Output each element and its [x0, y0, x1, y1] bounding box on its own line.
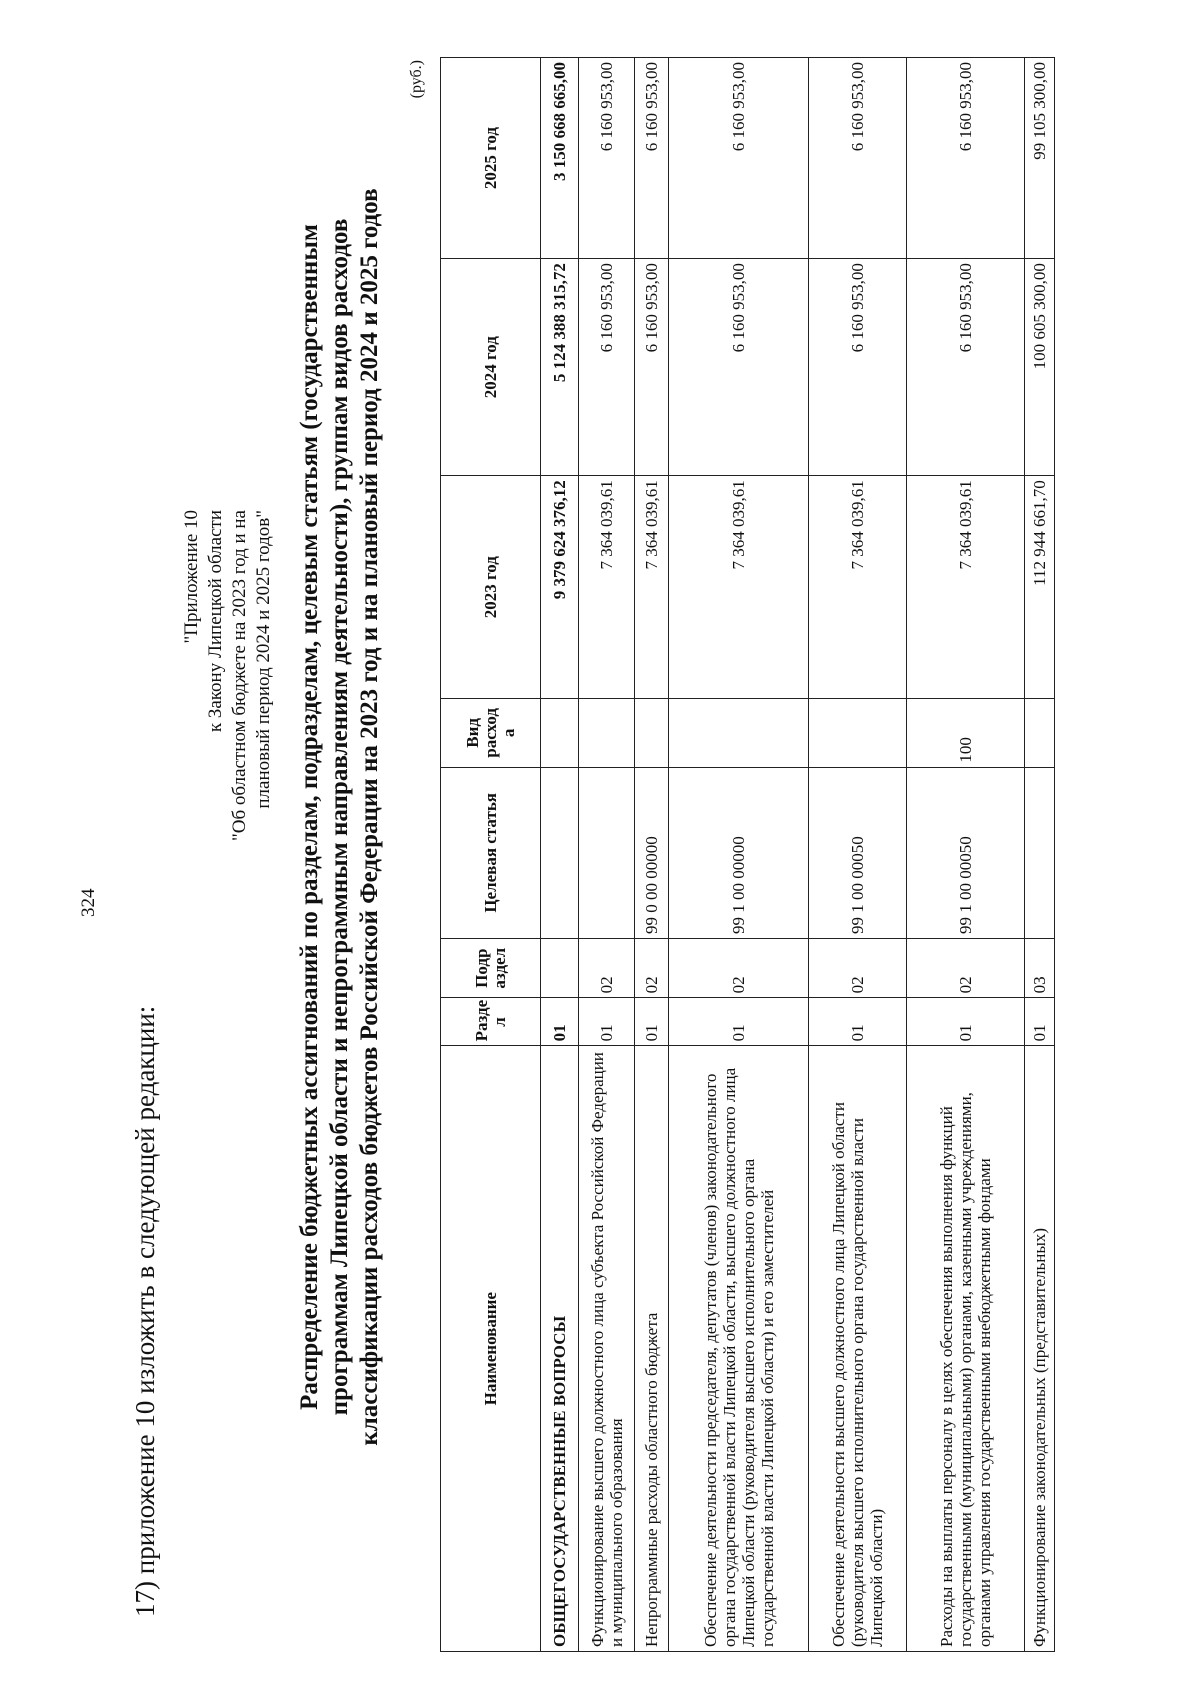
row-target	[579, 767, 635, 938]
row-2025: 6 160 953,00	[669, 58, 809, 259]
row-subsection	[541, 939, 579, 998]
budget-allocation-table	[440, 57, 1055, 1652]
row-section: 01	[669, 998, 809, 1046]
table-row	[907, 58, 1025, 1652]
header-target: Целевая статья	[441, 767, 541, 938]
row-section: 01	[809, 998, 907, 1046]
row-2025: 6 160 953,00	[635, 58, 669, 259]
row-expense-type: 100	[907, 699, 1025, 768]
header-2025: 2025 год	[441, 58, 541, 259]
appendix-note-line: "Приложение 10	[181, 510, 202, 644]
row-target: 99 1 00 00000	[669, 767, 809, 938]
row-target: 99 0 00 00000	[635, 767, 669, 938]
row-2025: 6 160 953,00	[907, 58, 1025, 259]
row-target: 99 1 00 00050	[809, 767, 907, 938]
row-expense-type	[541, 699, 579, 768]
row-name: Функционирование законодательных (представительных)	[1025, 1046, 1055, 1652]
table-row	[635, 58, 669, 1652]
row-target	[1025, 767, 1055, 938]
units-label: (руб.)	[408, 60, 425, 99]
row-2024: 5 124 388 315,72	[541, 259, 579, 476]
row-section: 01	[635, 998, 669, 1046]
row-name: Обеспечение деятельности высшего должностного лица Липецкой области (руководителя высшего исполнительного органа государственной власти Липецкой области)	[809, 1046, 907, 1652]
appendix-note-line: плановый период 2024 и 2025 годов"	[253, 510, 274, 809]
header-subsection: Подр аздел	[441, 939, 541, 998]
row-name: Функционирование высшего должностного лица субъекта Российской Федерации и муниципального образования	[579, 1046, 635, 1652]
row-name: Расходы на выплаты персоналу в целях обеспечения выполнения функций государственными (муниципальными) органами, казенными учреждениями, органами управления государственными внебюджетными фондами	[907, 1046, 1025, 1652]
row-expense-type	[1025, 699, 1055, 768]
row-2023: 7 364 039,61	[669, 476, 809, 699]
row-2023: 9 379 624 376,12	[541, 476, 579, 699]
table-row	[809, 58, 907, 1652]
row-subsection: 02	[907, 939, 1025, 998]
row-2025: 6 160 953,00	[809, 58, 907, 259]
row-2023: 7 364 039,61	[635, 476, 669, 699]
row-2024: 6 160 953,00	[579, 259, 635, 476]
row-2023: 7 364 039,61	[579, 476, 635, 699]
row-2023: 7 364 039,61	[907, 476, 1025, 699]
row-target: 99 1 00 00050	[907, 767, 1025, 938]
table-row	[1025, 58, 1055, 1652]
row-section: 01	[907, 998, 1025, 1046]
row-2024: 6 160 953,00	[809, 259, 907, 476]
header-name: Наименование	[441, 1046, 541, 1652]
header-section: Разде л	[441, 998, 541, 1046]
row-2025: 99 105 300,00	[1025, 58, 1055, 259]
header-expense-type: Вид расход а	[441, 699, 541, 768]
appendix-note-line: "Об областном бюджете на 2023 год и на	[229, 510, 250, 841]
row-expense-type	[669, 699, 809, 768]
row-name: Непрограммные расходы областного бюджета	[635, 1046, 669, 1652]
row-subsection: 02	[635, 939, 669, 998]
row-section: 01	[1025, 998, 1055, 1046]
row-expense-type	[809, 699, 907, 768]
row-target	[541, 767, 579, 938]
row-name: ОБЩЕГОСУДАРСТВЕННЫЕ ВОПРОСЫ	[541, 1046, 579, 1652]
row-subsection: 02	[809, 939, 907, 998]
row-subsection: 02	[579, 939, 635, 998]
row-2024: 6 160 953,00	[635, 259, 669, 476]
row-2023: 112 944 661,70	[1025, 476, 1055, 699]
table-row	[541, 58, 579, 1652]
table-row	[669, 58, 809, 1652]
row-expense-type	[579, 699, 635, 768]
document-title	[295, 67, 385, 1567]
row-section: 01	[579, 998, 635, 1046]
row-subsection: 02	[669, 939, 809, 998]
row-subsection: 03	[1025, 939, 1055, 998]
row-2024: 6 160 953,00	[669, 259, 809, 476]
title-line: программам Липецкой области и непрограммным направлениям деятельности), группам видов расходов	[326, 218, 353, 1416]
row-expense-type	[635, 699, 669, 768]
row-section: 01	[541, 998, 579, 1046]
row-name: Обеспечение деятельности председателя, депутатов (членов) законодательного органа государственной власти Липецкой области, высшего должностного лица Липецкой области (руководителя высшего исполнительного органа государственной власти Липецкой области) и его заместителей	[669, 1046, 809, 1652]
header-2023: 2023 год	[441, 476, 541, 699]
title-line: Распределение бюджетных ассигнований по разделам, подразделам, целевым статьям (государственным	[296, 224, 323, 1410]
header-2024: 2024 год	[441, 259, 541, 476]
row-2023: 7 364 039,61	[809, 476, 907, 699]
table-row	[579, 58, 635, 1652]
page-number: 324	[78, 888, 99, 917]
row-2024: 100 605 300,00	[1025, 259, 1055, 476]
row-2025: 6 160 953,00	[579, 58, 635, 259]
title-line: классификации расходов бюджетов Российской Федерации на 2023 год и на плановый период 2024 и 2025 годов	[356, 188, 383, 1446]
appendix-note	[180, 510, 276, 841]
appendix-note-line: к Закону Липецкой области	[205, 510, 226, 733]
table-header-row	[441, 58, 541, 1652]
row-2024: 6 160 953,00	[907, 259, 1025, 476]
amendment-instruction: 17) приложение 10 изложить в следующей редакции:	[130, 1005, 160, 1617]
row-2025: 3 150 668 665,00	[541, 58, 579, 259]
